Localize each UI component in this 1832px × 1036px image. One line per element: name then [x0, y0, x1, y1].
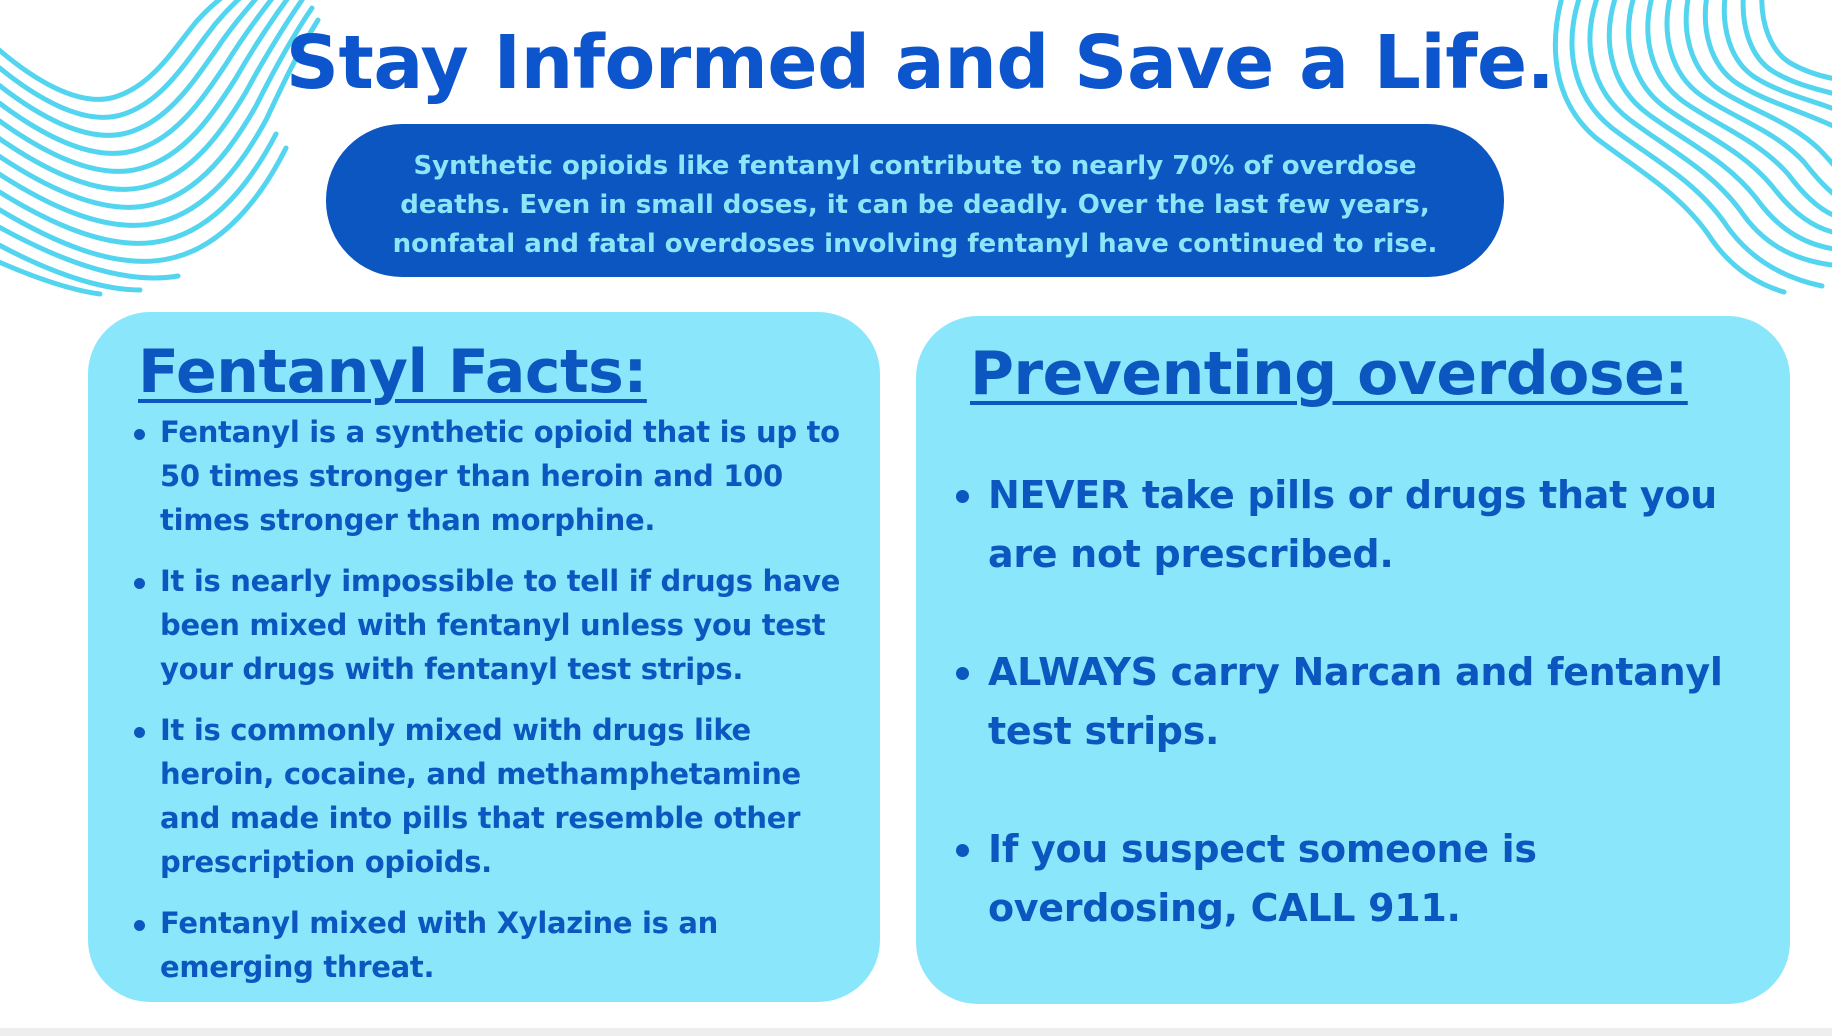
bullet-icon: [956, 667, 969, 680]
list-item: [988, 820, 1778, 938]
facts-list: [160, 410, 860, 1006]
list-item-text: It is nearly impossible to tell if drugs have been mixed with fentanyl unless you test your drugs with fentanyl test strips.: [160, 564, 841, 686]
list-item-text: ALWAYS carry Narcan and fentanyl test strips.: [988, 650, 1723, 753]
preventing-overdose-panel: [916, 316, 1790, 1004]
wavy-lines-decoration-left: [0, 0, 310, 270]
list-item-text: Fentanyl mixed with Xylazine is an emerging threat.: [160, 906, 719, 984]
list-item: [160, 559, 860, 691]
list-item-text: If you suspect someone is overdosing, CALL 911.: [988, 827, 1537, 930]
list-item: [988, 466, 1778, 584]
bullet-icon: [134, 578, 145, 589]
prevention-list: [988, 466, 1778, 997]
bottom-border: [0, 1028, 1832, 1036]
bullet-icon: [956, 490, 969, 503]
prevention-heading: Preventing overdose:: [970, 339, 1688, 409]
list-item: [160, 410, 860, 542]
wavy-lines-decoration-right: [1560, 0, 1832, 280]
intro-text: Synthetic opioids like fentanyl contribute to nearly 70% of overdose deaths. Even in small doses, it can be deadly. Over the last few years, nonfatal and fatal overdoses involving fentanyl have continued to rise.: [392, 151, 1438, 259]
list-item: [988, 643, 1778, 761]
intro-banner: [326, 124, 1504, 277]
fentanyl-facts-panel: [88, 312, 880, 1002]
list-item: [160, 901, 860, 989]
list-item-text: NEVER take pills or drugs that you are not prescribed.: [988, 473, 1717, 576]
bullet-icon: [134, 429, 145, 440]
list-item-text: It is commonly mixed with drugs like heroin, cocaine, and methamphetamine and made into pills that resemble other prescription opioids.: [160, 713, 801, 879]
bullet-icon: [134, 920, 145, 931]
bullet-icon: [134, 727, 145, 738]
page-title: Stay Informed and Save a Life.: [285, 20, 1555, 106]
list-item-text: Fentanyl is a synthetic opioid that is up to 50 times stronger than heroin and 100 times stronger than morphine.: [160, 415, 840, 537]
facts-heading: Fentanyl Facts:: [138, 337, 647, 407]
list-item: [160, 708, 860, 884]
bullet-icon: [956, 844, 969, 857]
